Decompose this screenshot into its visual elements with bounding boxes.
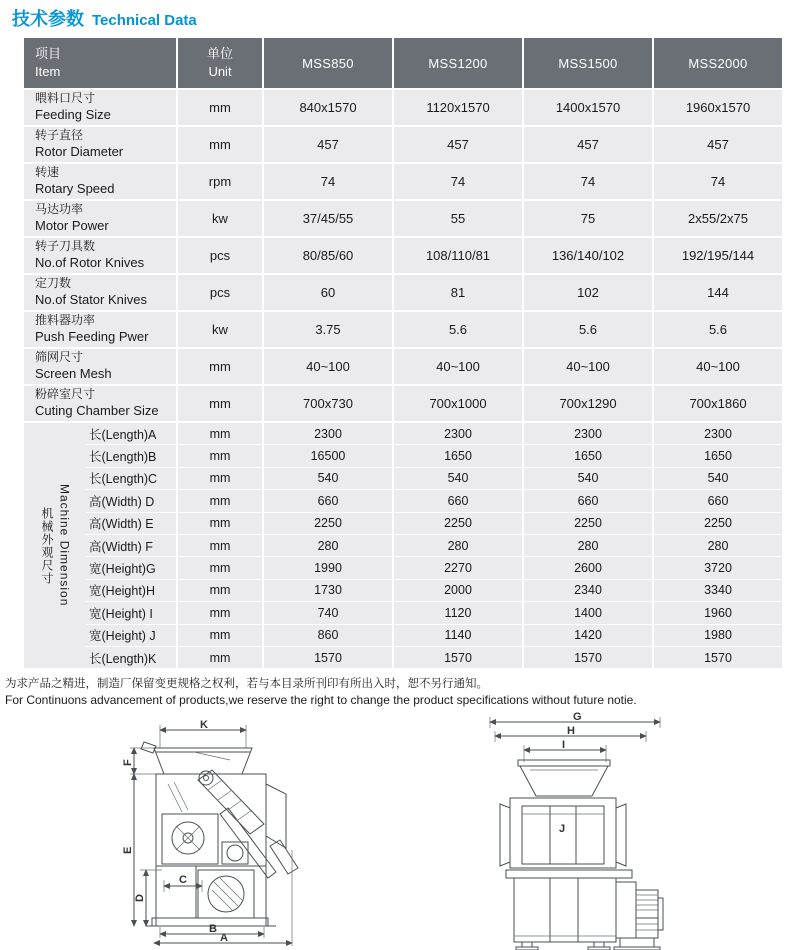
dim-label-d: D	[134, 894, 146, 902]
dim-label-b: B	[209, 923, 217, 935]
footnote-en: For Continuons advancement of products,we reserve the right to change the product specifications without future notie.	[5, 693, 637, 708]
row-value: 3720	[654, 557, 782, 578]
row-label-cn: 喂料口尺寸	[35, 91, 96, 106]
machine-dimension-rows	[86, 423, 782, 668]
row-value: 280	[654, 535, 782, 556]
row-unit: mm	[178, 490, 262, 511]
row-value: 860	[264, 625, 392, 646]
header-model-mss2000: MSS2000	[654, 38, 782, 88]
dimension-label: 高(Width) F	[86, 535, 176, 556]
row-value: 700x1000	[394, 386, 522, 421]
table-row-rotor-diameter	[24, 127, 782, 162]
page-title	[12, 5, 197, 31]
header-unit-cn: 单位	[206, 46, 233, 62]
row-label-cn: 转速	[35, 165, 60, 180]
row-label-cn: 转子直径	[35, 128, 84, 143]
row-label	[24, 127, 176, 162]
row-value: 1650	[524, 445, 652, 466]
side-view-svg	[122, 719, 316, 948]
row-label	[24, 164, 176, 199]
dim-label-h: H	[567, 725, 575, 737]
machine-dimension-section	[24, 423, 782, 668]
header-item-cn: 项目	[35, 46, 62, 62]
header-model-mss850: MSS850	[264, 38, 392, 88]
row-value: 1730	[264, 580, 392, 601]
row-value: 1570	[524, 647, 652, 668]
row-unit: kw	[178, 201, 262, 236]
row-unit: mm	[178, 90, 262, 125]
row-unit: mm	[178, 423, 262, 444]
row-value: 2300	[394, 423, 522, 444]
row-label-en: Rotary Speed	[35, 180, 115, 196]
page-title-cn: 技术参数	[12, 9, 84, 29]
dim-label-e: E	[122, 846, 134, 854]
table-row-rotary-speed	[24, 164, 782, 199]
row-unit: mm	[178, 349, 262, 384]
row-value: 1650	[654, 445, 782, 466]
row-label-en: Screen Mesh	[35, 365, 112, 381]
row-value: 2250	[524, 513, 652, 534]
dimension-row-c	[86, 468, 782, 489]
row-label-cn: 转子刀具数	[35, 239, 96, 254]
row-value: 660	[394, 490, 522, 511]
machine-dimension-vertical-text	[38, 484, 73, 606]
row-value: 2000	[394, 580, 522, 601]
row-unit: mm	[178, 625, 262, 646]
row-value: 660	[654, 490, 782, 511]
row-value: 1960	[654, 602, 782, 623]
row-value: 1990	[264, 557, 392, 578]
dimension-row-i	[86, 602, 782, 623]
dimension-label: 宽(Height)H	[86, 580, 176, 601]
row-label-cn: 推料器功率	[35, 313, 96, 328]
row-value: 3.75	[264, 312, 392, 347]
row-value: 1570	[654, 647, 782, 668]
row-value: 700x1860	[654, 386, 782, 421]
row-label	[24, 275, 176, 310]
row-label	[24, 312, 176, 347]
table-header-row	[24, 38, 782, 88]
table-row-rotor-knives	[24, 238, 782, 273]
row-value: 55	[394, 201, 522, 236]
row-label	[24, 201, 176, 236]
row-unit: mm	[178, 386, 262, 421]
footnote-cn: 为求产品之精进，制造厂保留变更规格之权利，若与本目录所刊印有所出入时，恕不另行通知。	[5, 678, 488, 690]
row-label-en: Motor Power	[35, 217, 109, 233]
row-label-en: Rotor Diameter	[35, 143, 124, 159]
row-unit: mm	[178, 445, 262, 466]
dim-label-i: I	[562, 739, 566, 751]
row-label-en: Cuting Chamber Size	[35, 402, 159, 418]
dimension-label: 高(Width) D	[86, 490, 176, 511]
row-unit: mm	[178, 557, 262, 578]
dimension-row-a	[86, 423, 782, 444]
row-unit: mm	[178, 513, 262, 534]
row-unit: mm	[178, 647, 262, 668]
table-row-push-feeding-power	[24, 312, 782, 347]
row-value: 108/110/81	[394, 238, 522, 273]
dimension-row-h	[86, 580, 782, 601]
row-value: 1120x1570	[394, 90, 522, 125]
dimension-label: 宽(Height) I	[86, 602, 176, 623]
row-value: 2250	[264, 513, 392, 534]
row-unit: pcs	[178, 275, 262, 310]
header-model-mss1500: MSS1500	[524, 38, 652, 88]
dim-label-k: K	[200, 719, 208, 731]
row-value: 74	[524, 164, 652, 199]
row-value: 2300	[524, 423, 652, 444]
dimension-row-b	[86, 445, 782, 466]
dim-label-f: F	[122, 759, 134, 766]
row-value: 540	[654, 468, 782, 489]
table-row-screen-mesh	[24, 349, 782, 384]
row-value: 700x730	[264, 386, 392, 421]
row-value: 75	[524, 201, 652, 236]
dim-label-a: A	[220, 932, 228, 944]
dimension-row-f	[86, 535, 782, 556]
row-label-en: No.of Rotor Knives	[35, 254, 145, 270]
row-unit: mm	[178, 602, 262, 623]
table-row-stator-knives	[24, 275, 782, 310]
row-label	[24, 90, 176, 125]
machine-dimension-group-label	[24, 423, 86, 668]
row-value: 2300	[264, 423, 392, 444]
row-value: 40~100	[264, 349, 392, 384]
row-value: 2300	[654, 423, 782, 444]
table-body	[24, 90, 782, 421]
dimension-label: 宽(Height)G	[86, 557, 176, 578]
row-value: 540	[524, 468, 652, 489]
row-unit: rpm	[178, 164, 262, 199]
header-unit-en: Unit	[208, 64, 232, 79]
row-value: 2x55/2x75	[654, 201, 782, 236]
row-value: 1140	[394, 625, 522, 646]
row-value: 540	[264, 468, 392, 489]
dimension-label: 长(Length)B	[86, 445, 176, 466]
row-value: 40~100	[394, 349, 522, 384]
row-value: 280	[394, 535, 522, 556]
row-value: 2250	[654, 513, 782, 534]
row-value: 5.6	[394, 312, 522, 347]
row-value: 37/45/55	[264, 201, 392, 236]
dimension-label: 长(Length)A	[86, 423, 176, 444]
row-value: 2270	[394, 557, 522, 578]
dim-label-c: C	[179, 874, 187, 886]
row-unit: mm	[178, 580, 262, 601]
row-value: 1570	[394, 647, 522, 668]
row-value: 60	[264, 275, 392, 310]
row-value: 144	[654, 275, 782, 310]
dimension-row-j	[86, 625, 782, 646]
dimension-label: 宽(Height) J	[86, 625, 176, 646]
row-value: 1420	[524, 625, 652, 646]
row-value: 457	[394, 127, 522, 162]
row-label	[24, 349, 176, 384]
page-title-en: Technical Data	[92, 12, 197, 29]
row-value: 2600	[524, 557, 652, 578]
row-value: 192/195/144	[654, 238, 782, 273]
row-value: 40~100	[654, 349, 782, 384]
row-value: 660	[264, 490, 392, 511]
row-value: 740	[264, 602, 392, 623]
row-unit: mm	[178, 127, 262, 162]
dimension-label: 长(Length)K	[86, 647, 176, 668]
row-value: 1400x1570	[524, 90, 652, 125]
row-value: 1650	[394, 445, 522, 466]
header-item-en: Item	[35, 64, 61, 79]
dimension-row-k	[86, 647, 782, 668]
row-value: 81	[394, 275, 522, 310]
front-view-svg	[482, 711, 672, 950]
dimension-row-e	[86, 513, 782, 534]
row-value: 102	[524, 275, 652, 310]
dimension-label: 长(Length)C	[86, 468, 176, 489]
row-label-cn: 筛网尺寸	[35, 350, 84, 365]
row-value: 74	[394, 164, 522, 199]
row-label-en: Feeding Size	[35, 106, 111, 122]
row-value: 280	[264, 535, 392, 556]
side-view-drawing	[122, 719, 316, 948]
table-row-feeding-size	[24, 90, 782, 125]
dim-label-g: G	[573, 711, 582, 723]
row-value: 700x1290	[524, 386, 652, 421]
row-value: 2340	[524, 580, 652, 601]
header-unit	[178, 38, 262, 88]
row-label	[24, 386, 176, 421]
row-value: 1120	[394, 602, 522, 623]
row-value: 2250	[394, 513, 522, 534]
header-item	[24, 38, 176, 88]
row-value: 457	[654, 127, 782, 162]
row-label-cn: 定刀数	[35, 276, 72, 291]
row-value: 5.6	[654, 312, 782, 347]
row-value: 1960x1570	[654, 90, 782, 125]
table-row-motor-power	[24, 201, 782, 236]
row-value: 840x1570	[264, 90, 392, 125]
row-value: 1980	[654, 625, 782, 646]
machine-dimension-label-cn: 机械外观尺寸	[40, 506, 54, 585]
dimension-row-d	[86, 490, 782, 511]
header-model-mss1200: MSS1200	[394, 38, 522, 88]
row-label-en: No.of Stator Knives	[35, 291, 147, 307]
row-value: 74	[654, 164, 782, 199]
row-value: 457	[524, 127, 652, 162]
row-unit: mm	[178, 468, 262, 489]
front-view-drawing	[482, 711, 672, 950]
row-value: 16500	[264, 445, 392, 466]
technical-data-table	[24, 38, 782, 668]
row-value: 74	[264, 164, 392, 199]
machine-dimension-label-en: Machine Dimension	[57, 484, 72, 607]
row-value: 3340	[654, 580, 782, 601]
row-label-cn: 马达功率	[35, 202, 84, 217]
footnote	[5, 676, 637, 709]
dimension-label: 高(Width) E	[86, 513, 176, 534]
row-label-en: Push Feeding Pwer	[35, 328, 149, 344]
row-unit: pcs	[178, 238, 262, 273]
row-label-cn: 粉碎室尺寸	[35, 387, 96, 402]
row-value: 40~100	[524, 349, 652, 384]
dimension-row-g	[86, 557, 782, 578]
row-value: 1400	[524, 602, 652, 623]
row-value: 280	[524, 535, 652, 556]
row-value: 1570	[264, 647, 392, 668]
row-value: 5.6	[524, 312, 652, 347]
row-unit: kw	[178, 312, 262, 347]
table-row-cutting-chamber	[24, 386, 782, 421]
row-value: 136/140/102	[524, 238, 652, 273]
row-value: 80/85/60	[264, 238, 392, 273]
row-value: 457	[264, 127, 392, 162]
dim-label-j: J	[559, 823, 566, 835]
row-value: 540	[394, 468, 522, 489]
row-unit: mm	[178, 535, 262, 556]
row-label	[24, 238, 176, 273]
row-value: 660	[524, 490, 652, 511]
